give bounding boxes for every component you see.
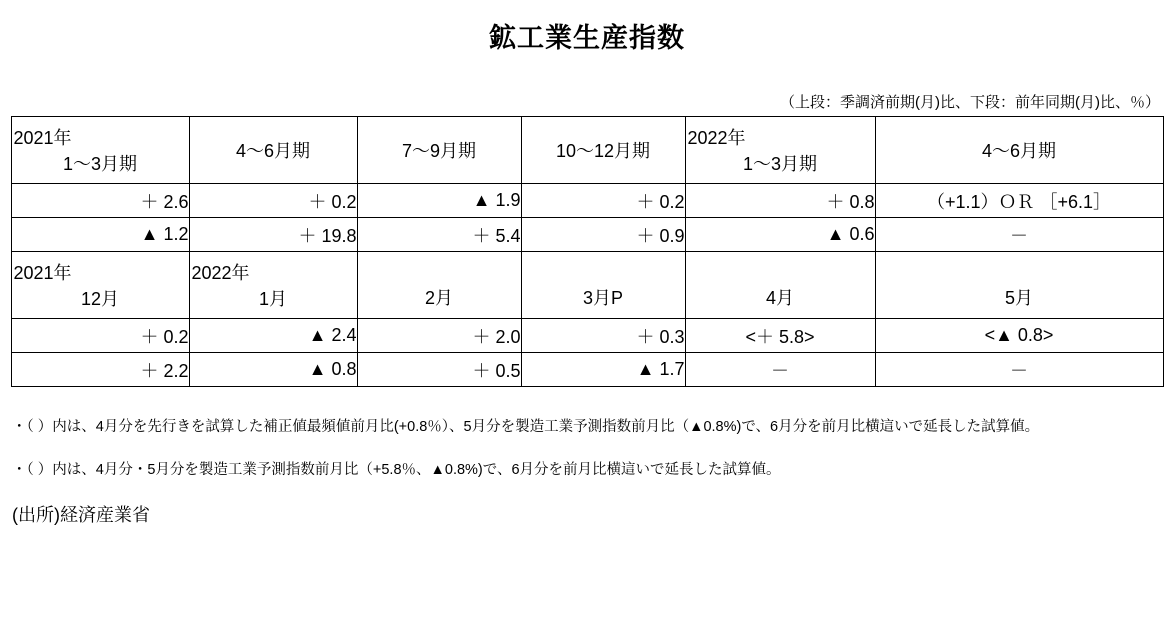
monthly-header-cell [521, 252, 685, 319]
monthly-header-month: 4月 [765, 288, 794, 308]
monthly-header-cell [11, 252, 189, 319]
monthly-upper-value: ＋ 2.0 [357, 319, 521, 353]
quarterly-header-cell [685, 117, 875, 184]
monthly-header-cell [357, 252, 521, 319]
quarterly-upper-value: ＋ 0.2 [521, 184, 685, 218]
table-row [11, 252, 1163, 319]
quarterly-header-cell [521, 117, 685, 184]
monthly-upper-value: <＋ 5.8> [685, 319, 875, 353]
monthly-header-cell [685, 252, 875, 319]
quarterly-header-cell [357, 117, 521, 184]
monthly-header-month: 2月 [424, 288, 453, 308]
quarterly-upper-value: ＋ 2.6 [11, 184, 189, 218]
source-text: (出所)経済産業省 [12, 505, 150, 525]
quarterly-lower-value: － [875, 218, 1163, 252]
quarterly-header-period: 1〜3月期 [742, 154, 818, 174]
monthly-header-month: 3月P [582, 288, 624, 308]
monthly-upper-value: ▲ 2.4 [189, 319, 357, 353]
quarterly-header-year: 2022年 [687, 128, 746, 148]
table-row [11, 218, 1163, 252]
table-row [11, 184, 1163, 218]
quarterly-lower-value: ＋ 19.8 [189, 218, 357, 252]
quarterly-header-period: 4〜6月期 [981, 141, 1057, 161]
footnotes [0, 415, 1174, 479]
production-index-table [11, 116, 1164, 387]
quarterly-header-cell [189, 117, 357, 184]
table-row [11, 353, 1163, 387]
quarterly-lower-value: ▲ 1.2 [11, 218, 189, 252]
unit-note: （上段：季調済前期(月)比、下段：前年同期(月)比、％） [780, 94, 1160, 111]
monthly-header-month: 12月 [80, 289, 120, 309]
monthly-lower-value: ＋ 2.2 [11, 353, 189, 387]
monthly-upper-value: ＋ 0.3 [521, 319, 685, 353]
monthly-lower-value: ＋ 0.5 [357, 353, 521, 387]
monthly-lower-value: － [685, 353, 875, 387]
quarterly-header-period: 4〜6月期 [235, 141, 311, 161]
monthly-lower-value: － [875, 353, 1163, 387]
quarterly-lower-value: ▲ 0.6 [685, 218, 875, 252]
quarterly-upper-value: （+1.1）ＯＲ ［+6.1］ [875, 184, 1163, 218]
monthly-header-cell [189, 252, 357, 319]
monthly-header-year: 2022年 [191, 263, 250, 283]
quarterly-upper-value: ▲ 1.9 [357, 184, 521, 218]
quarterly-lower-value: ＋ 0.9 [521, 218, 685, 252]
monthly-header-month: 1月 [258, 289, 287, 309]
quarterly-header-cell [11, 117, 189, 184]
table-row [11, 117, 1163, 184]
footnote-1: ・（ ）内は、4月分を先行きを試算した補正値最頻値前月比(+0.8％）、5月分を製造工業予測指数前月比（▲0.8%)で、6月分を前月比横這いで延長した試算値。 [12, 419, 1040, 435]
page-title: 鉱工業生産指数 [489, 23, 685, 53]
monthly-upper-value: ＋ 0.2 [11, 319, 189, 353]
quarterly-header-period: 7〜9月期 [401, 141, 477, 161]
monthly-header-month: 5月 [1004, 288, 1033, 308]
monthly-upper-value: <▲ 0.8> [875, 319, 1163, 353]
quarterly-upper-value: ＋ 0.8 [685, 184, 875, 218]
quarterly-upper-value: ＋ 0.2 [189, 184, 357, 218]
quarterly-lower-value: ＋ 5.4 [357, 218, 521, 252]
quarterly-header-period: 1〜3月期 [62, 154, 138, 174]
monthly-lower-value: ▲ 0.8 [189, 353, 357, 387]
monthly-header-cell [875, 252, 1163, 319]
quarterly-header-year: 2021年 [13, 128, 72, 148]
monthly-lower-value: ▲ 1.7 [521, 353, 685, 387]
footnote-2: ・（ ）内は、4月分・5月分を製造工業予測指数前月比（+5.8％、▲0.8%)で、6月分を前月比横這いで延長した試算値。 [12, 462, 781, 478]
quarterly-header-period: 10〜12月期 [555, 141, 651, 161]
monthly-header-year: 2021年 [13, 263, 72, 283]
quarterly-header-cell [875, 117, 1163, 184]
document-page [0, 16, 1174, 622]
table-row [11, 319, 1163, 353]
